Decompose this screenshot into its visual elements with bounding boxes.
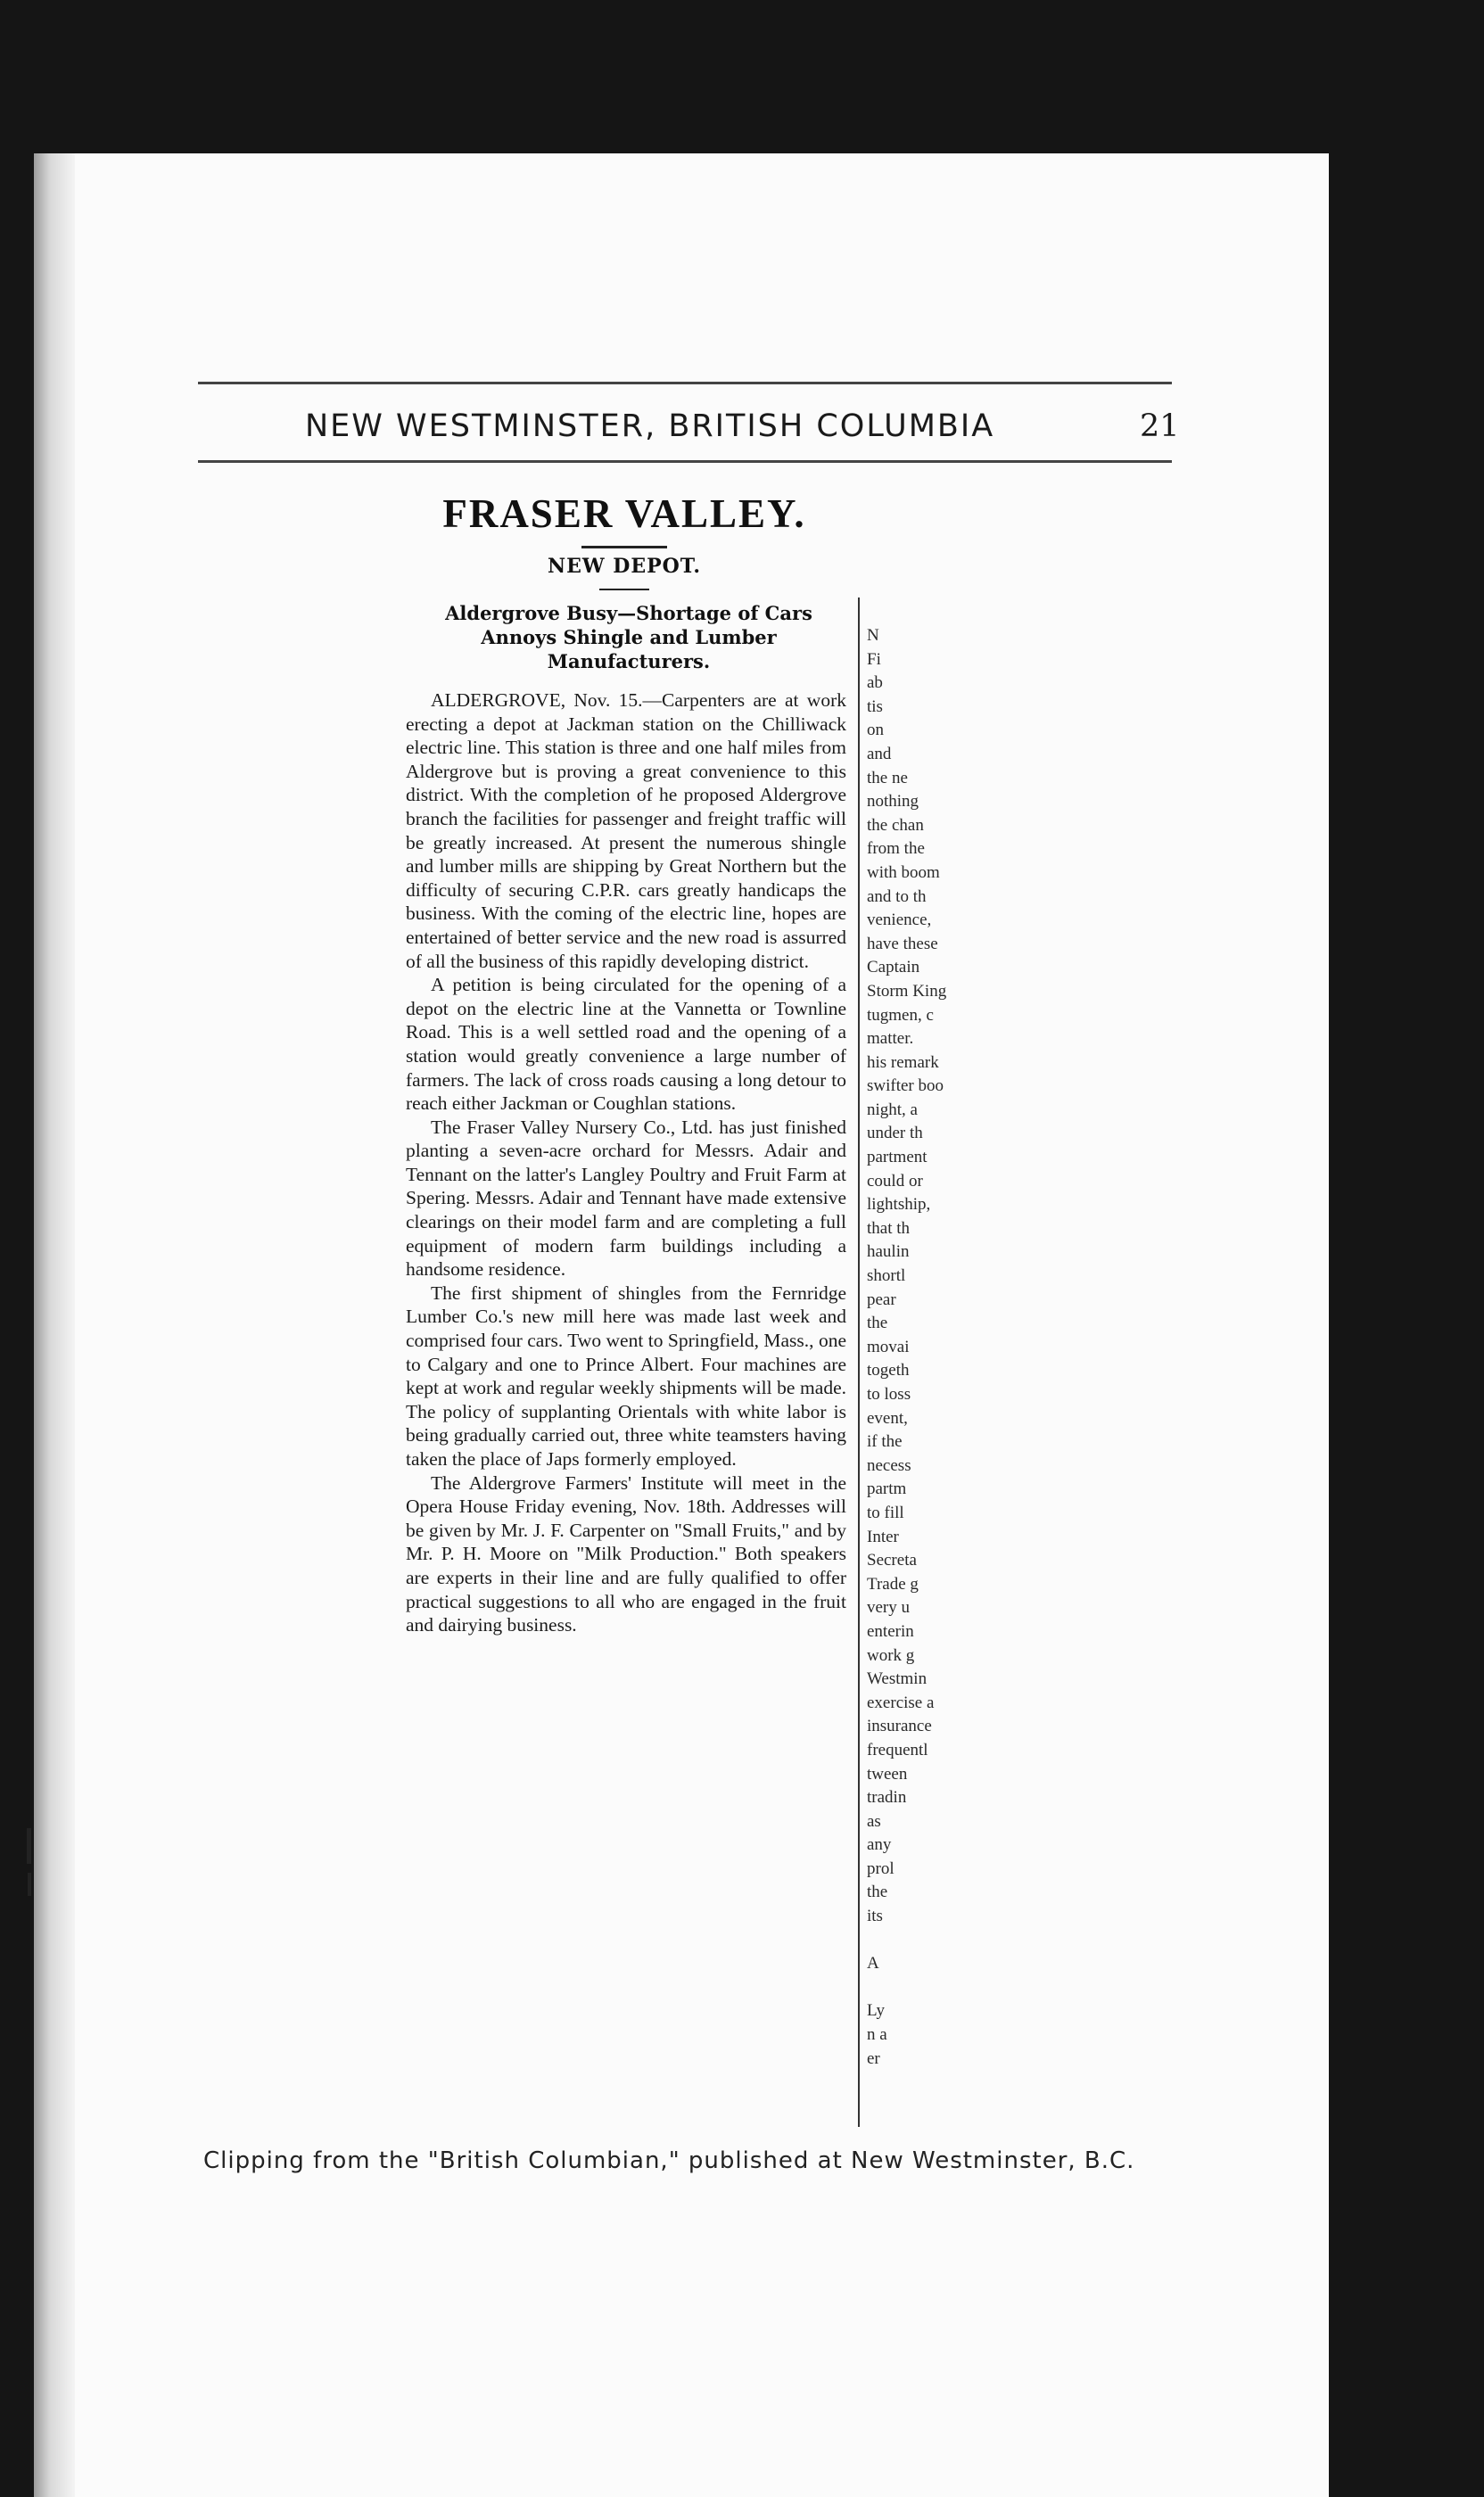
- header-bottom-rule: [198, 460, 1172, 463]
- side-column-line: and to th: [867, 886, 927, 906]
- side-column-line: the: [867, 1883, 888, 1902]
- spine-mark: [28, 1873, 31, 1896]
- side-column-line: could or: [867, 1171, 923, 1191]
- side-column-line: have these: [867, 934, 938, 953]
- side-column-line: insurance: [867, 1717, 932, 1736]
- side-column-line: swifter boo: [867, 1076, 944, 1096]
- side-column-line: er: [867, 2048, 880, 2068]
- side-column-line: Inter: [867, 1527, 899, 1546]
- column-rule: [858, 597, 860, 2127]
- page-number: 21: [1140, 408, 1180, 444]
- side-column-line: [867, 1976, 1010, 2000]
- side-column-line: the ne: [867, 768, 908, 787]
- side-column-line: from the: [867, 839, 925, 859]
- side-column-line: exercise a: [867, 1693, 935, 1712]
- article-body: [406, 688, 846, 1637]
- side-column-line: Captain: [867, 958, 920, 977]
- side-column-line: partm: [867, 1479, 907, 1499]
- article-paragraph: A petition is being circulated for the opening of a depot on the electric line at the Vannetta or Townline Road. This is a well settled road and the opening of a station would greatly convenience a large number of farmers. The lack of cross roads causing a long detour to reach either Jackman or Coughlan stations.: [406, 974, 846, 1115]
- article-paragraph: ALDERGROVE, Nov. 15.—Carpenters are at work erecting a depot at Jackman station on the Chilliwack electric line. This station is three and one half miles from Aldergrove but is proving a great convenience to this district. With the completion of he proposed Aldergrove branch the facilities for passenger and freight traffic will be greatly increased. At present the numerous shingle and lumber mills are shipping by Great Northern but the difficulty of securing C.P.R. cars greatly handicaps the business. With the coming of the electric line, hopes are entertained of better service and the new road is assurred of all the business of this rapidly developing district.: [406, 689, 846, 972]
- side-column-line: necess: [867, 1455, 911, 1475]
- side-column-line: the: [867, 1314, 888, 1333]
- side-column-line: his remark: [867, 1052, 939, 1072]
- side-column-line: under th: [867, 1124, 923, 1143]
- side-column-line: on: [867, 721, 884, 740]
- side-column-line: Fi: [867, 649, 881, 669]
- side-column-line: work g: [867, 1645, 915, 1665]
- side-column-line: to fill: [867, 1503, 904, 1522]
- side-column-line: tween: [867, 1764, 908, 1784]
- side-column-line: Ly: [867, 2001, 886, 2021]
- side-column-line: shortl: [867, 1266, 906, 1286]
- header-top-rule: [198, 382, 1172, 384]
- side-column-line: tugmen, c: [867, 1005, 934, 1025]
- side-column-line: enterin: [867, 1621, 914, 1641]
- side-column-line: Trade g: [867, 1574, 919, 1594]
- side-column-line: as: [867, 1811, 881, 1831]
- article-paragraph: The Fraser Valley Nursery Co., Ltd. has just finished planting a seven-acre orchard for Messrs. Adair and Tennant on the latter's Langley Poultry and Fruit Farm at Spering. Messrs. Adair and Tennant have made extensive clearings on their model farm and are completing a full equipment of modern farm buildings including a handsome residence.: [406, 1116, 846, 1281]
- subhead-rule: [599, 589, 649, 590]
- side-column-line: partment: [867, 1148, 928, 1167]
- article-deck: Aldergrove Busy—Shortage of Cars Annoys Shingle and Lumber Manufacturers.: [445, 602, 812, 672]
- headline-rule: [581, 546, 667, 548]
- side-column-line: event,: [867, 1408, 908, 1428]
- binding-gutter: [34, 153, 75, 2497]
- side-column-line: very u: [867, 1598, 911, 1618]
- running-header: NEW WESTMINSTER, BRITISH COLUMBIA: [305, 408, 995, 444]
- side-column-line: ab: [867, 673, 883, 693]
- article-subhead: NEW DEPOT.: [548, 555, 701, 578]
- clipping-caption: Clipping from the "British Columbian," published at New Westminster, B.C.: [203, 2147, 1135, 2174]
- side-column-line: that th: [867, 1218, 911, 1238]
- side-column-line: haulin: [867, 1242, 910, 1262]
- side-column-line: Secreta: [867, 1551, 917, 1570]
- side-column-line: movai: [867, 1337, 910, 1356]
- article-headline: FRASER VALLEY.: [442, 491, 806, 536]
- side-column-line: nothing: [867, 792, 919, 812]
- side-column-line: [867, 1929, 1010, 1953]
- side-column-line: togeth: [867, 1361, 910, 1380]
- side-column-line: and: [867, 744, 892, 763]
- side-column-line: frequentl: [867, 1740, 928, 1759]
- side-column-line: venience,: [867, 911, 932, 930]
- side-column-line: to loss: [867, 1385, 911, 1404]
- side-column-line: the chan: [867, 815, 924, 835]
- side-column-line: N: [867, 626, 879, 645]
- side-column-line: n a: [867, 2025, 887, 2045]
- side-column-line: tis: [867, 696, 883, 716]
- article-paragraph: The Aldergrove Farmers' Institute will meet in the Opera House Friday evening, Nov. 18th. Addresses will be given by Mr. J. F. Carpenter on "Small Fruits," and by Mr. P. H. Moore on "Milk Production." Both speakers are experts in their line and are fully qualified to offer practical suggestions to all who are engaged in the fruit and dairying business.: [406, 1471, 846, 1636]
- side-column-line: Westmin: [867, 1669, 928, 1689]
- side-column-line: with boom: [867, 862, 940, 882]
- side-column-line: A: [867, 1954, 879, 1974]
- article-paragraph: The first shipment of shingles from the Fernridge Lumber Co.'s new mill here was made last week and comprised four cars. Two went to Springfield, Mass., one to Calgary and one to Prince Albert. Four machines are kept at work and regular weekly shipments will be made. The policy of supplanting Orientals with white labor is being gradually carried out, three white teamsters having taken the place of Japs formerly employed.: [406, 1281, 846, 1470]
- side-column-line: matter.: [867, 1029, 914, 1049]
- spine-mark: [27, 1828, 31, 1864]
- side-column-line: prol: [867, 1858, 895, 1878]
- side-column-line: its: [867, 1907, 883, 1926]
- side-column-line: Storm King: [867, 981, 947, 1001]
- side-column-line: if the: [867, 1432, 903, 1452]
- side-column-line: pear: [867, 1290, 896, 1309]
- side-column-line: night, a: [867, 1100, 918, 1119]
- adjacent-column-fragment: [867, 624, 1010, 2071]
- side-column-line: any: [867, 1835, 892, 1855]
- side-column-line: tradin: [867, 1788, 907, 1808]
- side-column-line: lightship,: [867, 1195, 931, 1215]
